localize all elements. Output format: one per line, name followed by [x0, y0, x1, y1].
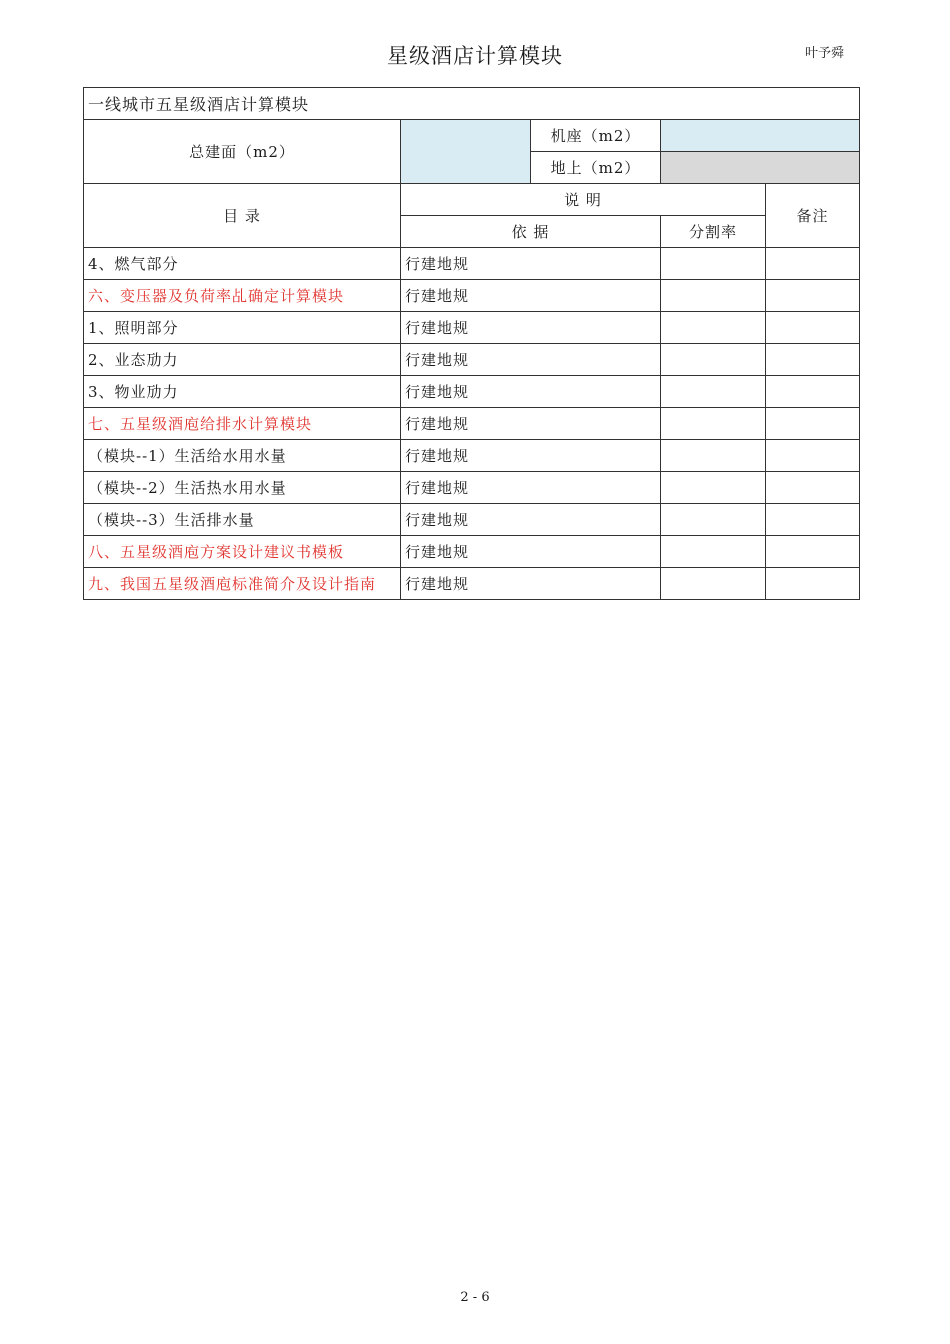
area-row-1	[84, 120, 860, 152]
row-remark[interactable]	[766, 408, 860, 440]
table-row	[84, 312, 860, 344]
row-item: （模块--2）生活热水用水量	[84, 472, 401, 504]
module-title: 一线城市五星级酒店计算模块	[84, 88, 860, 120]
row-item: 1、照明部分	[84, 312, 401, 344]
row-basis: 行建地规	[401, 280, 661, 312]
row-basis: 行建地规	[401, 312, 661, 344]
row-item: 六、变压器及负荷率乩确定计算模块	[84, 280, 401, 312]
page-title: 星级酒店计算模块	[387, 44, 563, 68]
above-ground-label: 地上（m2）	[531, 152, 661, 184]
basis-header: 依 据	[401, 216, 661, 248]
row-remark[interactable]	[766, 568, 860, 600]
row-split-rate[interactable]	[661, 408, 766, 440]
header-row-1	[84, 184, 860, 216]
row-split-rate[interactable]	[661, 440, 766, 472]
row-split-rate[interactable]	[661, 568, 766, 600]
row-remark[interactable]	[766, 344, 860, 376]
table-row	[84, 536, 860, 568]
row-item: 3、物业劢力	[84, 376, 401, 408]
table-row	[84, 440, 860, 472]
machine-base-input[interactable]	[661, 120, 860, 152]
row-basis: 行建地规	[401, 248, 661, 280]
table-row	[84, 472, 860, 504]
table-row	[84, 408, 860, 440]
row-item: 4、燃气部分	[84, 248, 401, 280]
table-row	[84, 376, 860, 408]
row-item: 2、业态劢力	[84, 344, 401, 376]
row-basis: 行建地规	[401, 472, 661, 504]
row-item: （模块--1）生活给水用水量	[84, 440, 401, 472]
table-row	[84, 280, 860, 312]
row-remark[interactable]	[766, 248, 860, 280]
row-basis: 行建地规	[401, 408, 661, 440]
module-title-row	[84, 88, 860, 120]
row-remark[interactable]	[766, 312, 860, 344]
total-area-input[interactable]	[401, 120, 531, 184]
row-remark[interactable]	[766, 440, 860, 472]
table-row	[84, 504, 860, 536]
table-row	[84, 344, 860, 376]
explanation-header: 说 明	[401, 184, 766, 216]
row-split-rate[interactable]	[661, 472, 766, 504]
row-split-rate[interactable]	[661, 536, 766, 568]
row-basis: 行建地规	[401, 568, 661, 600]
row-basis: 行建地规	[401, 440, 661, 472]
row-remark[interactable]	[766, 280, 860, 312]
row-item: 七、五星级酒庖给排水计算模块	[84, 408, 401, 440]
page-number: 2 - 6	[460, 1290, 490, 1305]
row-basis: 行建地规	[401, 536, 661, 568]
above-ground-input[interactable]	[661, 152, 860, 184]
split-rate-header: 分割率	[661, 216, 766, 248]
total-area-label: 总建面（m2）	[84, 120, 401, 184]
row-basis: 行建地规	[401, 344, 661, 376]
row-split-rate[interactable]	[661, 312, 766, 344]
row-split-rate[interactable]	[661, 280, 766, 312]
catalog-header: 目 录	[84, 184, 401, 248]
table-row	[84, 248, 860, 280]
row-remark[interactable]	[766, 504, 860, 536]
row-split-rate[interactable]	[661, 248, 766, 280]
row-remark[interactable]	[766, 376, 860, 408]
row-split-rate[interactable]	[661, 344, 766, 376]
row-basis: 行建地规	[401, 504, 661, 536]
row-basis: 行建地规	[401, 376, 661, 408]
module-table	[83, 87, 860, 600]
row-remark[interactable]	[766, 536, 860, 568]
row-item: （模块--3）生活排水量	[84, 504, 401, 536]
remarks-header: 备注	[766, 184, 860, 248]
row-remark[interactable]	[766, 472, 860, 504]
row-item: 八、五星级酒庖方案设计建议书模板	[84, 536, 401, 568]
row-split-rate[interactable]	[661, 504, 766, 536]
table-row	[84, 568, 860, 600]
row-item: 九、我国五星级酒庖标准简介及设计指南	[84, 568, 401, 600]
row-split-rate[interactable]	[661, 376, 766, 408]
machine-base-label: 机座（m2）	[531, 120, 661, 152]
author-name: 叶予舜	[805, 46, 845, 61]
